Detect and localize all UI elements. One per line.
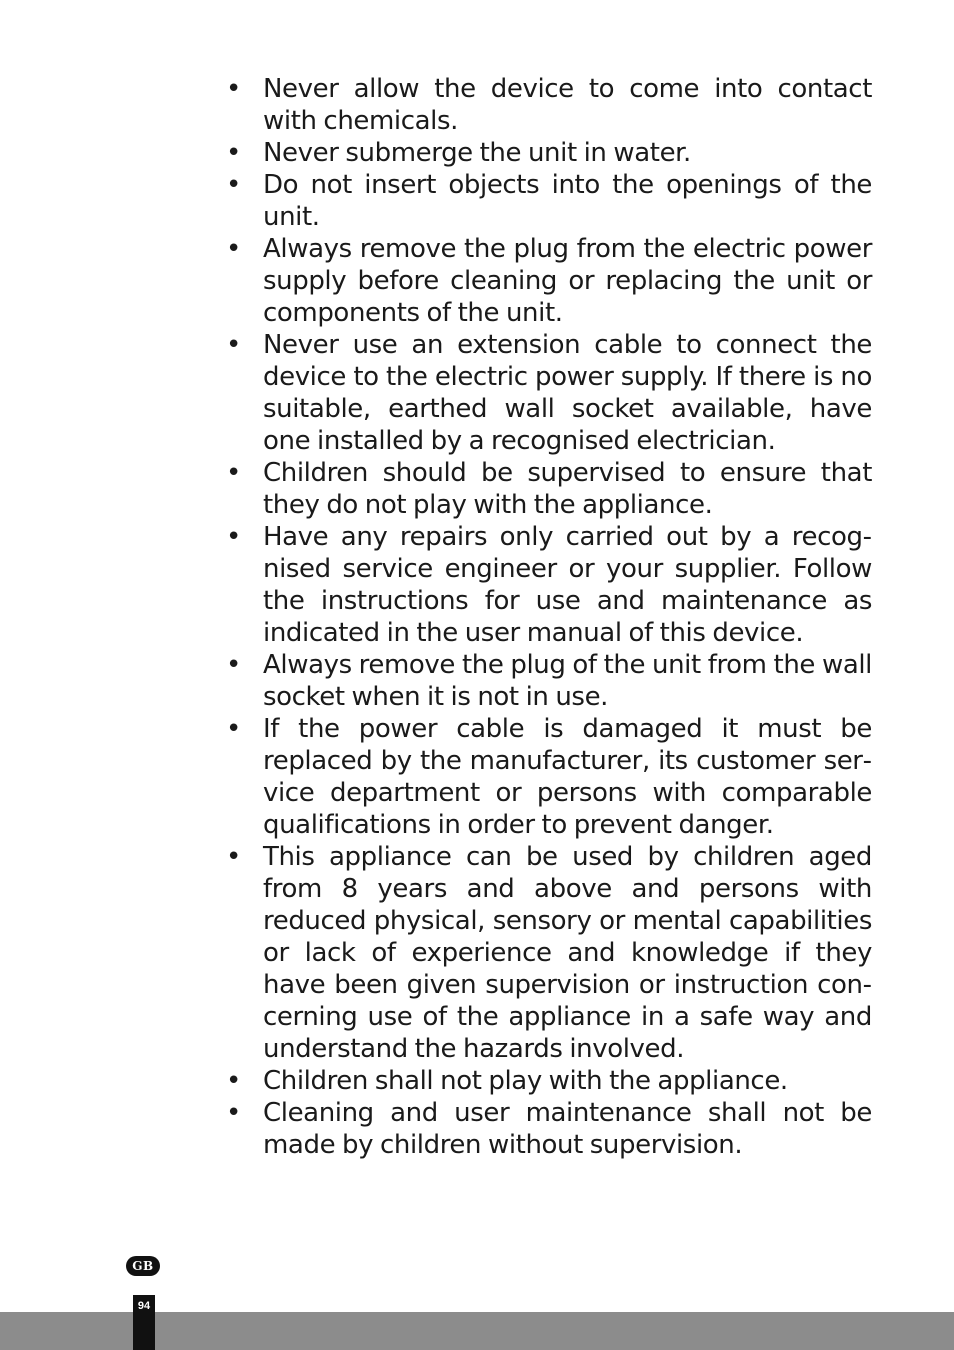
bullet-icon: • xyxy=(226,74,241,104)
list-item-text: Children should be supervised to ensure that they do not play with the appliance. xyxy=(263,458,872,520)
bullet-icon: • xyxy=(226,138,241,168)
list-item xyxy=(226,137,872,169)
list-item xyxy=(226,233,872,329)
list-item-text: Have any repairs only carried out by a recognised service engineer or your supplier. Follow the instructions for use and maintenance as indicated in the user manual of this device. xyxy=(263,522,872,648)
list-item-text: Never allow the device to come into contact with chemicals. xyxy=(263,74,872,136)
list-item xyxy=(226,841,872,1065)
bullet-icon: • xyxy=(226,522,241,552)
list-item-text: Always remove the plug from the electric power supply before cleaning or replacing the unit or components of the unit. xyxy=(263,234,872,328)
list-item-text: Never submerge the unit in water. xyxy=(263,138,691,168)
safety-list xyxy=(226,73,872,1161)
list-item xyxy=(226,649,872,713)
bullet-icon: • xyxy=(226,842,241,872)
list-item-text: If the power cable is damaged it must be replaced by the manufacturer, its customer service department or persons with comparable qualifications in order to prevent danger. xyxy=(263,714,872,840)
list-item xyxy=(226,329,872,457)
page-number: 94 xyxy=(137,1300,151,1312)
list-item-text: Always remove the plug of the unit from the wall socket when it is not in use. xyxy=(263,650,872,712)
bullet-icon: • xyxy=(226,330,241,360)
bullet-icon: • xyxy=(226,1066,241,1096)
safety-instructions xyxy=(226,73,872,1161)
bullet-icon: • xyxy=(226,714,241,744)
bullet-icon: • xyxy=(226,1098,241,1128)
list-item xyxy=(226,521,872,649)
list-item xyxy=(226,73,872,137)
language-badge: GB xyxy=(126,1256,160,1276)
bullet-icon: • xyxy=(226,458,241,488)
bullet-icon: • xyxy=(226,170,241,200)
list-item-text: This appliance can be used by children aged from 8 years and above and persons with reduced physical, sensory or mental capabilities or lack of experience and knowledge if they have been given supervision or instruction concerning use of the appliance in a safe way and understand the hazards involved. xyxy=(263,842,872,1064)
bullet-icon: • xyxy=(226,650,241,680)
list-item xyxy=(226,1097,872,1161)
bullet-icon: • xyxy=(226,234,241,264)
list-item xyxy=(226,713,872,841)
list-item-text: Children shall not play with the appliance. xyxy=(263,1066,788,1096)
list-item-text: Do not insert objects into the openings of the unit. xyxy=(263,170,872,232)
list-item-text: Never use an extension cable to connect the device to the electric power supply. If there is no suitable, earthed wall socket available, have one installed by a recognised electrician. xyxy=(263,330,872,456)
list-item xyxy=(226,457,872,521)
list-item-text: Cleaning and user maintenance shall not be made by children without supervision. xyxy=(263,1098,872,1160)
list-item xyxy=(226,169,872,233)
list-item xyxy=(226,1065,872,1097)
